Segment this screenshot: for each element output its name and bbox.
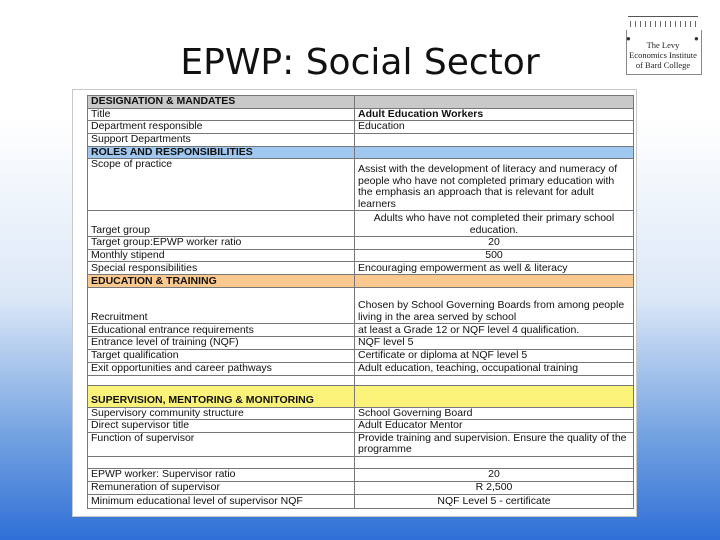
epwp-table [87,95,634,509]
section-header-row [88,275,634,288]
row-label: DESIGNATION & MANDATES [88,96,355,109]
row-value: R 2,500 [355,481,634,494]
row-value [355,375,634,385]
row-label: Exit opportunities and career pathways [88,362,355,375]
row-label: Educational entrance requirements [88,324,355,337]
document-image [72,89,637,517]
table-row [88,159,634,211]
row-label: Target qualification [88,349,355,362]
row-label: Target group [88,211,355,237]
table-row [88,262,634,275]
table-row [88,456,634,468]
row-label: ROLES AND RESPONSIBILITIES [88,146,355,159]
row-value: NQF level 5 [355,337,634,350]
table-row [88,108,634,121]
row-label: Monthly stipend [88,249,355,262]
slide-title: EPWP: Social Sector [180,42,540,83]
row-value: 20 [355,468,634,481]
row-value [355,96,634,109]
row-value: NQF Level 5 - certificate [355,494,634,508]
row-value [355,456,634,468]
logo-line-2: Economics Institute [629,50,697,60]
table-row [88,432,634,456]
row-label: Entrance level of training (NQF) [88,337,355,350]
logo-dot-right: ● [694,34,699,43]
table-row [88,420,634,433]
logo-dot-left: ● [626,34,631,43]
section-header-row [88,385,634,407]
row-value: School Governing Board [355,407,634,420]
table-row [88,288,634,324]
row-label: Target group:EPWP worker ratio [88,237,355,250]
row-label [88,375,355,385]
row-value: Adult education, teaching, occupational training [355,362,634,375]
row-value [355,385,634,407]
row-value: Assist with the development of literacy and numeracy of people who have not completed primary education with the emphasis an approach that is relevant for adult learners [355,159,634,211]
table-row [88,337,634,350]
row-label: Minimum educational level of supervisor NQF [88,494,355,508]
table-row [88,133,634,146]
row-value: Certificate or diploma at NQF level 5 [355,349,634,362]
row-label: Function of supervisor [88,432,355,456]
row-label: EDUCATION & TRAINING [88,275,355,288]
row-value: 20 [355,237,634,250]
table-row [88,249,634,262]
row-label: Scope of practice [88,159,355,211]
row-value: at least a Grade 12 or NQF level 4 qualification. [355,324,634,337]
section-header-row [88,146,634,159]
row-value: Encouraging empowerment as well & literacy [355,262,634,275]
row-label: SUPERVISION, MENTORING & MONITORING [88,385,355,407]
row-label: Special responsibilities [88,262,355,275]
row-label: Remuneration of supervisor [88,481,355,494]
row-label: Support Departments [88,133,355,146]
row-value: Adult Education Workers [355,108,634,121]
row-value: Education [355,121,634,134]
table-row [88,407,634,420]
logo-line-1: The Levy [646,40,680,50]
levy-institute-logo [622,10,704,74]
table-row [88,481,634,494]
table-row [88,362,634,375]
table-row [88,349,634,362]
table-row [88,324,634,337]
section-header-row [88,96,634,109]
row-value [355,275,634,288]
table-row [88,211,634,237]
table-row [88,468,634,481]
row-label [88,456,355,468]
row-label: Supervisory community structure [88,407,355,420]
row-value: Adults who have not completed their primary school education. [355,211,634,237]
row-value [355,133,634,146]
row-value: 500 [355,249,634,262]
row-label: Recruitment [88,288,355,324]
table-row [88,121,634,134]
logo-columns [630,21,696,27]
table-row [88,237,634,250]
row-label: Direct supervisor title [88,420,355,433]
table-row [88,375,634,385]
row-label: Title [88,108,355,121]
logo-line-3: of Bard College [635,60,691,70]
row-value: Chosen by School Governing Boards from among people living in the area served by school [355,288,634,324]
row-value [355,146,634,159]
table-row [88,494,634,508]
row-label: Department responsible [88,121,355,134]
row-value: Provide training and supervision. Ensure the quality of the programme [355,432,634,456]
row-label: EPWP worker: Supervisor ratio [88,468,355,481]
row-value: Adult Educator Mentor [355,420,634,433]
